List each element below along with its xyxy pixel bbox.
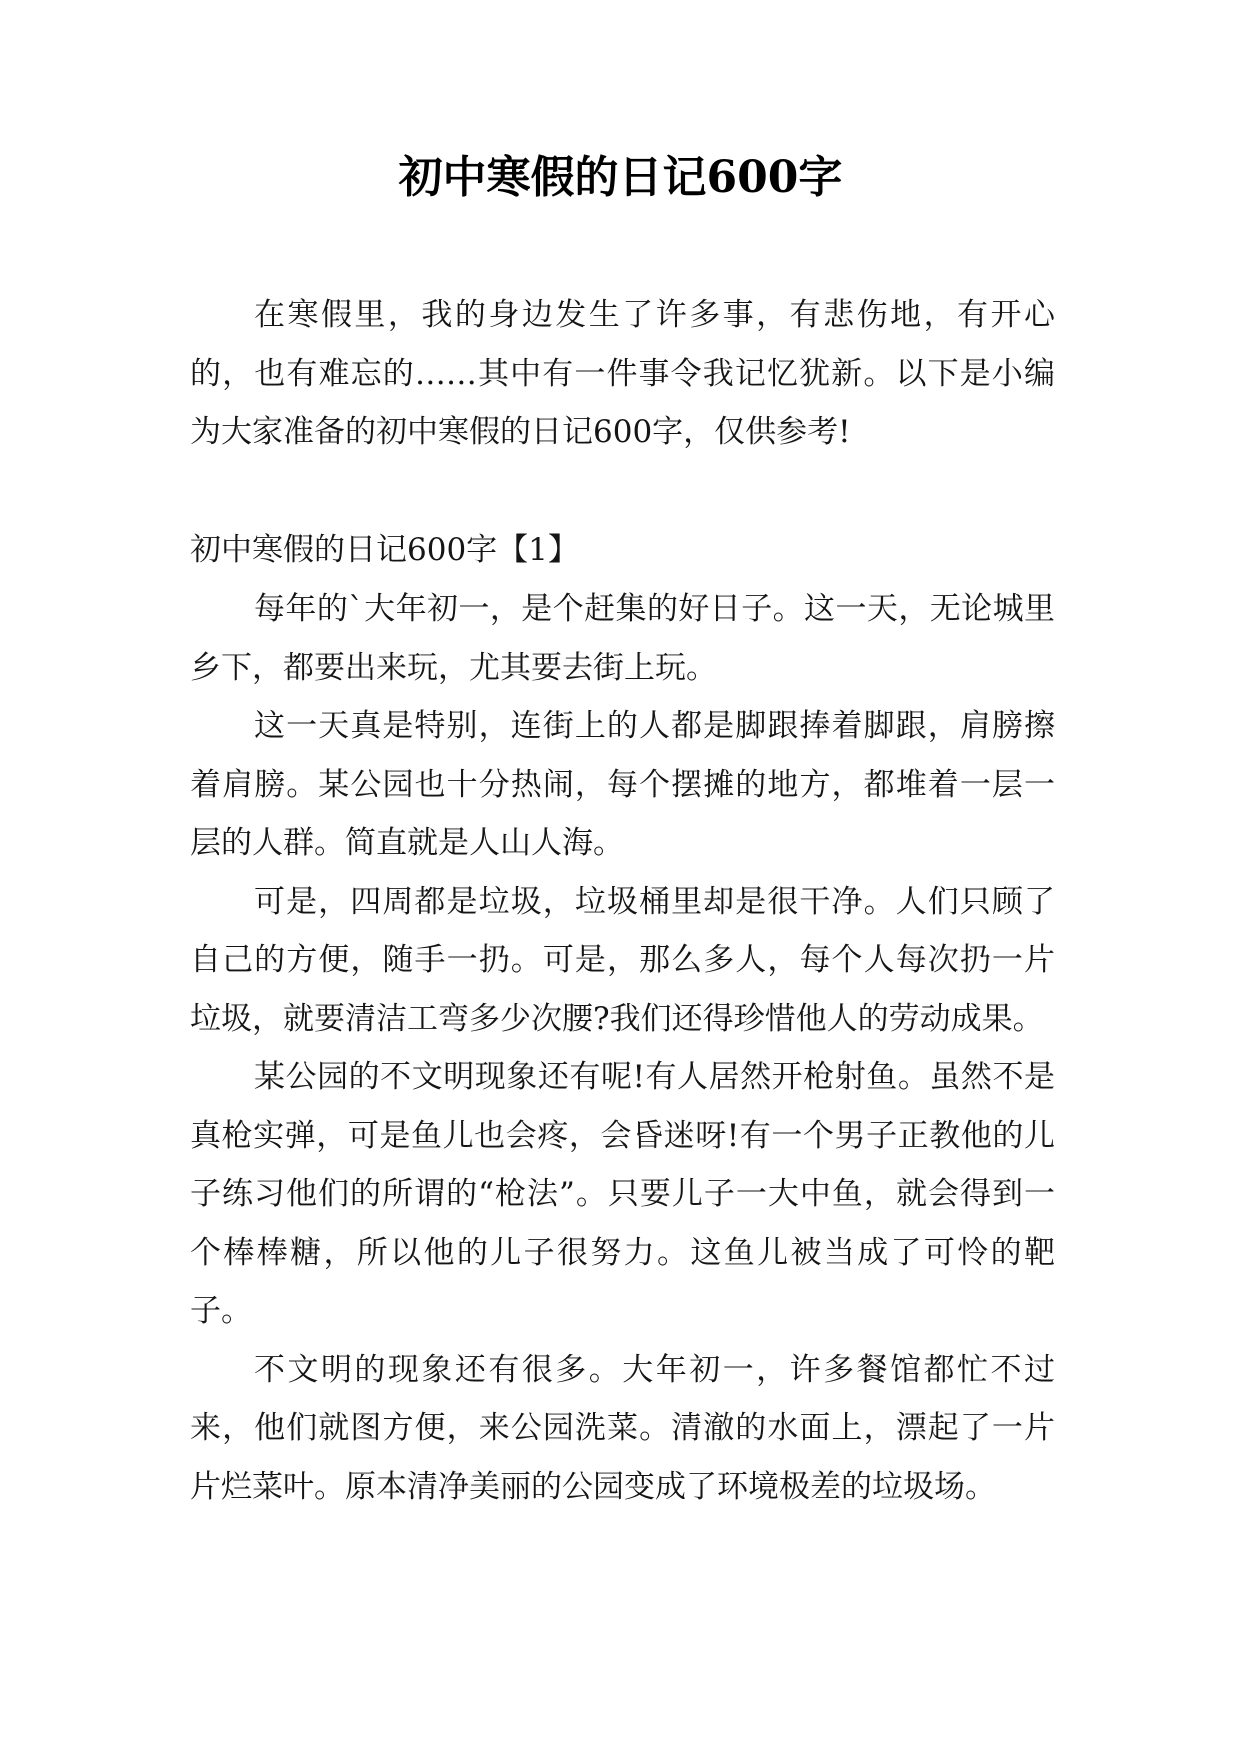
article-paragraph-2: 这一天真是特别，连街上的人都是脚跟捧着脚跟，肩膀擦着肩膀。某公园也十分热闹，每个摆摊的地方，都堆着一层一层的人群。简直就是人山人海。 [190,708,1055,861]
article-paragraph-5: 不文明的现象还有很多。大年初一，许多餐馆都忙不过来，他们就图方便，来公园洗菜。清澈的水面上，漂起了一片片烂菜叶。原本清净美丽的公园变成了环境极差的垃圾场。 [190,1351,1055,1505]
intro-paragraph: 在寒假里，我的身边发生了许多事，有悲伤地，有开心的，也有难忘的……其中有一件事令我记忆犹新。以下是小编为大家准备的初中寒假的日记600字，仅供参考! [190,297,1055,450]
section-heading: 初中寒假的日记600字【1】 [190,532,579,568]
article-body [190,520,1055,1516]
article-paragraph-1: 每年的`大年初一，是个赶集的好日子。这一天，无论城里乡下，都要出来玩，尤其要去街上玩。 [190,591,1055,686]
article-paragraph-4: 某公园的不文明现象还有呢!有人居然开枪射鱼。虽然不是真枪实弹，可是鱼儿也会疼，会昏迷呀!有一个男子正教他的儿子练习他们的所谓的“枪法”。只要儿子一大中鱼，就会得到一个棒棒糖，所以他的儿子很努力。这鱼儿被当成了可怜的靶子。 [190,1059,1055,1329]
article-paragraph-3: 可是，四周都是垃圾，垃圾桶里却是很干净。人们只顾了自己的方便，随手一扔。可是，那么多人，每个人每次扔一片垃圾，就要清洁工弯多少次腰?我们还得珍惜他人的劳动成果。 [190,883,1055,1037]
document-title: 初中寒假的日记600字 [398,152,843,203]
intro-block [190,286,1055,462]
